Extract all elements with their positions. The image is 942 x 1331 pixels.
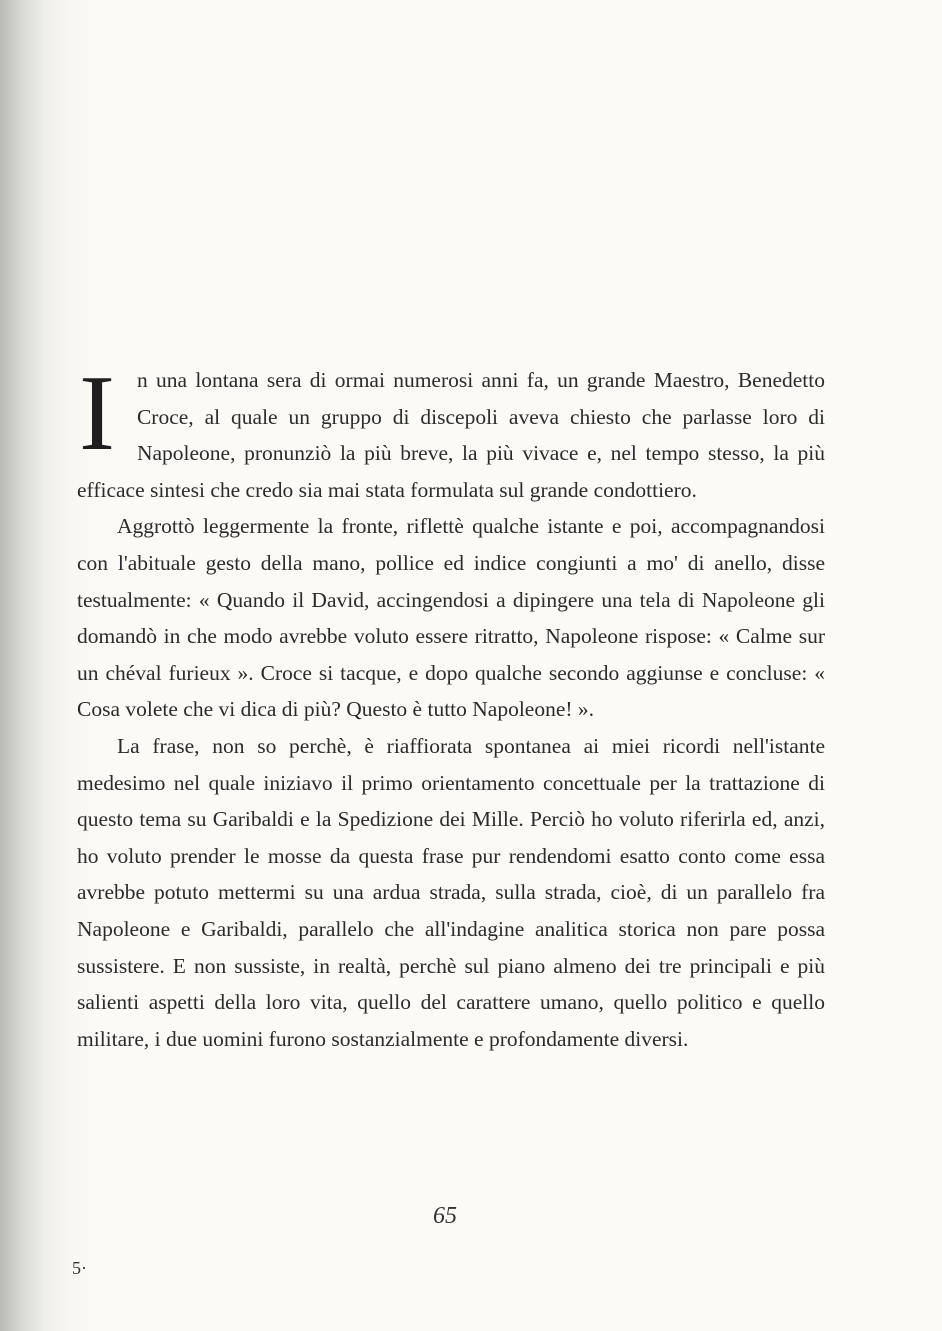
- paragraph-1: [77, 354, 825, 508]
- paragraph-2: Aggrottò leggermente la fronte, riflettè qualche istante e poi, accompagnandosi con l'abituale gesto della mano, pollice ed indice congiunti a mo' di anello, disse testualmente: « Quando il David, accingendosi a dipingere una tela di Napoleone gli domandò in che modo avrebbe voluto essere ritratto, Napoleone rispose: « Calme sur un chéval furieux ». Croce si tacque, e dopo qualche secondo aggiunse e concluse: « Cosa volete che vi dica di più? Questo è tutto Napoleone! ».: [77, 514, 825, 722]
- paragraph-3: La frase, non so perchè, è riaffiorata spontanea ai miei ricordi nell'istante medesimo nel quale iniziavo il primo orientamento concettuale per la trattazione di questo tema su Garibaldi e la Spedizione dei Mille. Perciò ho voluto riferirla ed, anzi, ho voluto prender le mosse da questa frase pur rendendomi esatto conto come essa avrebbe potuto mettermi su una ardua strada, sulla strada, cioè, di un parallelo fra Napoleone e Garibaldi, parallelo che all'indagine analitica storica non pare possa sussistere. E non sussiste, in realtà, perchè sul piano almeno dei tre principali e più salienti aspetti della loro vita, quello del carattere umano, quello politico e quello militare, i due uomini furono sostanzialmente e profondamente diversi.: [77, 733, 825, 1051]
- signature-mark: 5·: [72, 1258, 87, 1278]
- body-text: [77, 354, 825, 1057]
- drop-cap: I: [79, 354, 115, 473]
- paragraph-1-text: n una lontana sera di ormai numerosi anni fa, un grande Maestro, Benedetto Croce, al quale un gruppo di discepoli aveva chiesto che parlasse loro di Napoleone, pronunziò la più breve, la più vivace e, nel tempo stesso, la più efficace sintesi che credo sia mai stata formulata sul grande condottiero.: [77, 368, 825, 502]
- page-number: 65: [433, 1203, 457, 1229]
